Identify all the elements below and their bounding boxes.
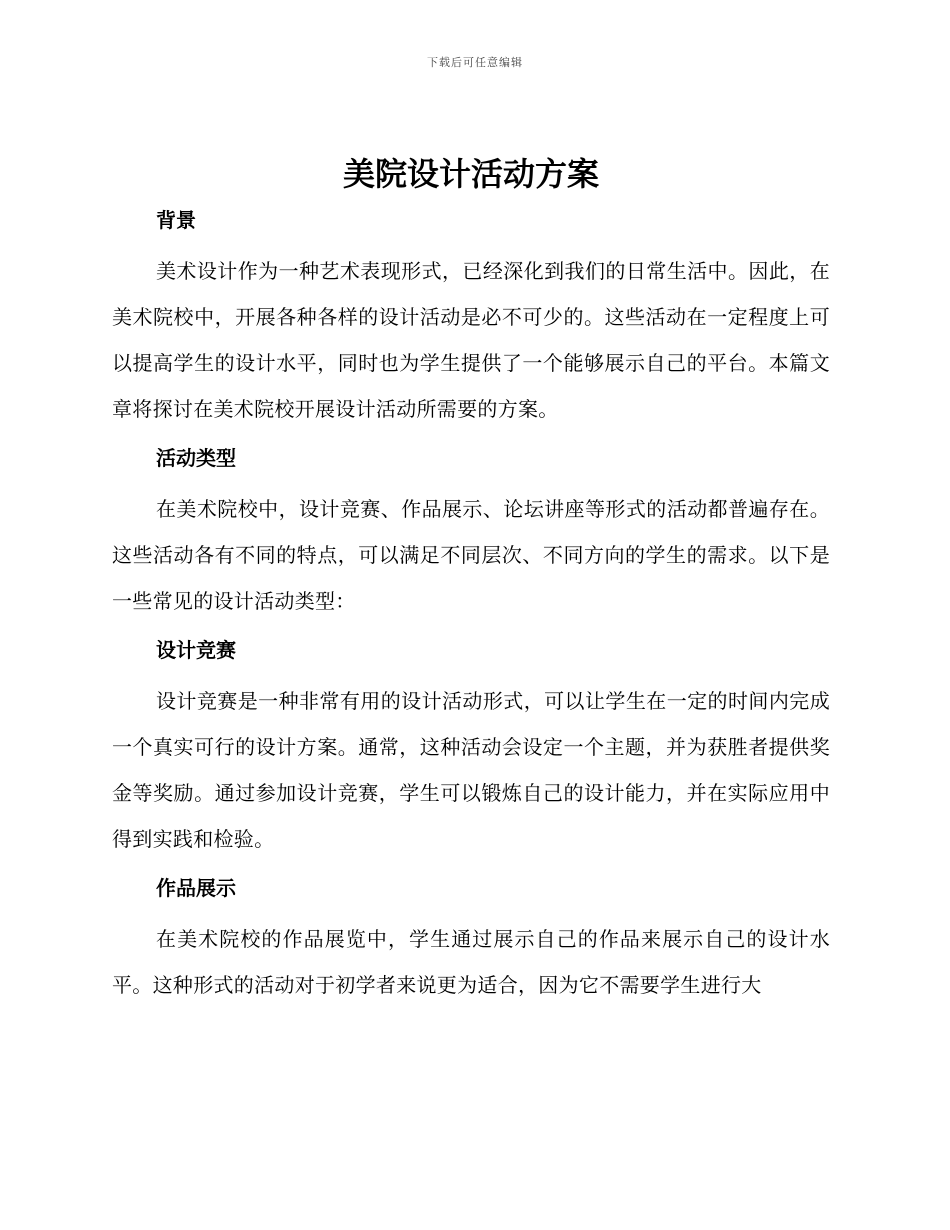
section-paragraph-work-exhibition: 在美术院校的作品展览中，学生通过展示自己的作品来展示自己的设计水平。这种形式的活动对于初学者来说更为适合，因为它不需要学生进行大 [112,927,830,997]
section-paragraph-background: 美术设计作为一种艺术表现形式，已经深化到我们的日常生活中。因此，在美术院校中，开展各种各样的设计活动是必不可少的。这些活动在一定程度上可以提高学生的设计水平，同时也为学生提供了一个能够展示自己的平台。本篇文章将探讨在美术院校开展设计活动所需要的方案。 [112,259,830,421]
page-header: 下载后可任意编辑 [427,56,523,69]
section-heading-design-contest: 设计竞赛 [156,638,236,662]
section-paragraph-activity-types: 在美术院校中，设计竞赛、作品展示、论坛讲座等形式的活动都普遍存在。这些活动各有不同的特点，可以满足不同层次、不同方向的学生的需求。以下是一些常见的设计活动类型： [112,497,830,613]
document-title: 美院设计活动方案 [342,155,599,193]
section-heading-work-exhibition: 作品展示 [156,876,236,900]
section-paragraph-design-contest: 设计竞赛是一种非常有用的设计活动形式，可以让学生在一定的时间内完成一个真实可行的设计方案。通常，这种活动会设定一个主题，并为获胜者提供奖金等奖励。通过参加设计竞赛，学生可以锻炼自己的设计能力，并在实际应用中得到实践和检验。 [112,689,830,851]
section-heading-activity-types: 活动类型 [156,446,236,470]
section-heading-background: 背景 [156,208,196,232]
document-body [112,146,830,1008]
